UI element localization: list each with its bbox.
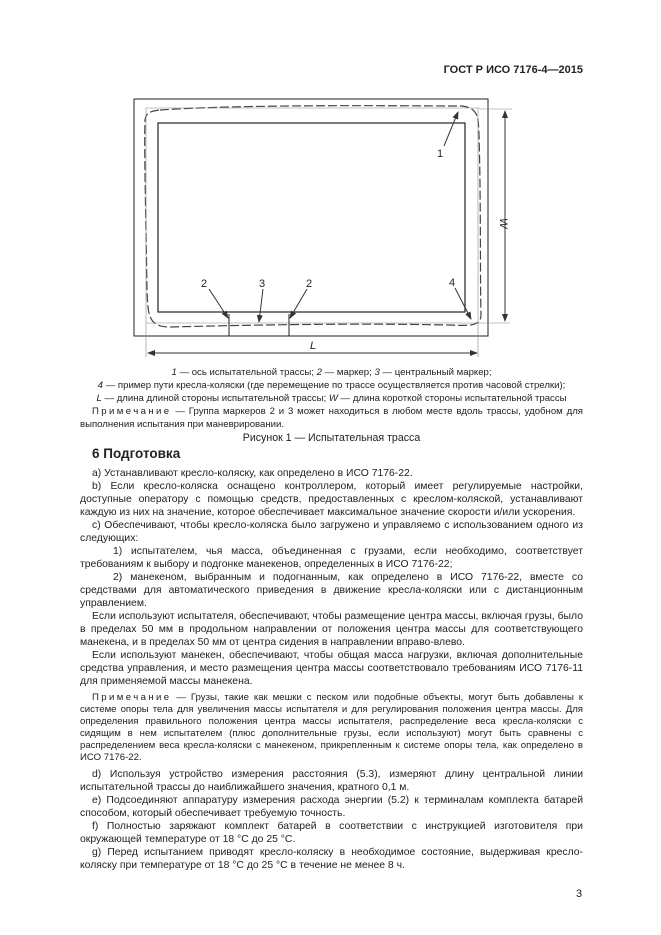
section-body [80, 467, 583, 872]
label-L: L [310, 340, 317, 352]
paragraph-d: d) Используя устройство измерения расстояния (5.3), измеряют длину центральной линии испытательной трассы до наиближайшего значения, кратного 0,1 м. [80, 769, 583, 793]
document-code: ГОСТ Р ИСО 7176-4—2015 [443, 64, 583, 76]
paragraph-tester: Если используют испытателя, обеспечивают, чтобы размещение центра массы, включая грузы, было в пределах 50 мм в продольном направлении от положения центра массы для соответствующего манекена, и в пределах 50 мм от центра сидения в направлении вправо-влево. [80, 611, 583, 648]
paragraph-b: b) Если кресло-коляска оснащено контроллером, который имеет регулируемые настройки, доступные оператору с помощью средств, предоставленных с креслом-коляской, устанавливают каждую из них на значение, которое обеспечивает максимальное значение скорости и/или ускорения. [80, 481, 583, 518]
legend-line: L — длина длиной стороны испытательной трассы; W — длина короткой стороны испытательной трассы [96, 393, 567, 404]
callout-1: 1 [437, 148, 444, 160]
paragraph-dummy: Если используют манекен, обеспечивают, чтобы общая масса нагрузки, включая дополнительные средства управления, и место размещения центра массы соответствовало требованиям ИСО 7176-11 для применяемой массы манекена. [80, 650, 583, 687]
legend-line: 1 — ось испытательной трассы; 2 — маркер; 3 — центральный маркер; [171, 367, 492, 378]
paragraph-e: e) Подсоединяют аппаратуру измерения расхода энергии (5.2) к терминалам комплекта батарей способом, который обеспечивает требуемую точность. [80, 795, 583, 819]
section-heading: 6 Подготовка [92, 446, 181, 461]
callout-4: 4 [449, 277, 456, 289]
callout-2: 2 [201, 278, 208, 290]
list-item-1: 1) испытателем, чья масса, объединенная с грузами, если необходимо, соответствует требованиям к выбору и подгонке манекенов, определенных в ИСО 7176-22; [80, 546, 583, 570]
wheelchair-path-dashed [145, 106, 481, 327]
test-track-figure [0, 0, 661, 370]
figure-note: Примечание — Группа маркеров 2 и 3 может находиться в любом месте вдоль трассы, удобном для выполнения испытания при маневрировании. [80, 406, 583, 430]
paragraph-a: a) Устанавливают кресло-коляску, как определено в ИСО 7176-22. [92, 468, 413, 479]
outer-frame [134, 99, 488, 336]
callout-2: 2 [306, 278, 313, 290]
paragraph-c: c) Обеспечивают, чтобы кресло-коляска было загружено и управляемо с использованием одного из следующих: [80, 520, 583, 544]
figure-caption: Рисунок 1 — Испытательная трасса [242, 432, 421, 444]
callout-3: 3 [259, 278, 266, 290]
section-note: Примечание — Грузы, такие как мешки с песком или подобные объекты, могут быть добавлены к системе опоры тела для увеличения массы испытателя и для регулирования положения центра массы. Для определения правильного положения центра массы испытателя, распределение веса кресла-коляски с сидящим в нем испытателем (плюс дополнительные грузы, если используют) могут быть сравнены с распределением веса кресла-коляски с манекеном, прикрепленным к системе опоры тела, как определено в ИСО 7176-22. [80, 692, 583, 763]
paragraph-f: f) Полностью заряжают комплект батарей в соответствии с инструкцией изготовителя при окружающей температуре от 18 °С до 25 °С. [80, 821, 583, 845]
paragraph-g: g) Перед испытанием приводят кресло-коляску в необходимое состояние, выдерживая кресло-коляску при температуре от 18 °С до 25 °С в течение не менее 8 ч. [80, 847, 583, 871]
figure-legend [80, 366, 583, 405]
list-item-2: 2) манекеном, выбранным и подогнанным, как определено в ИСО 7176-22, вместе со средствами для автоматического приведения в движение кресла-коляски или с дистанционным управлением. [80, 572, 583, 609]
label-W: W [497, 218, 509, 229]
page-number: 3 [576, 888, 583, 900]
legend-line: 4 — пример пути кресла-коляски (где перемещение по трассе осуществляется против часовой стрелки); [97, 380, 566, 391]
